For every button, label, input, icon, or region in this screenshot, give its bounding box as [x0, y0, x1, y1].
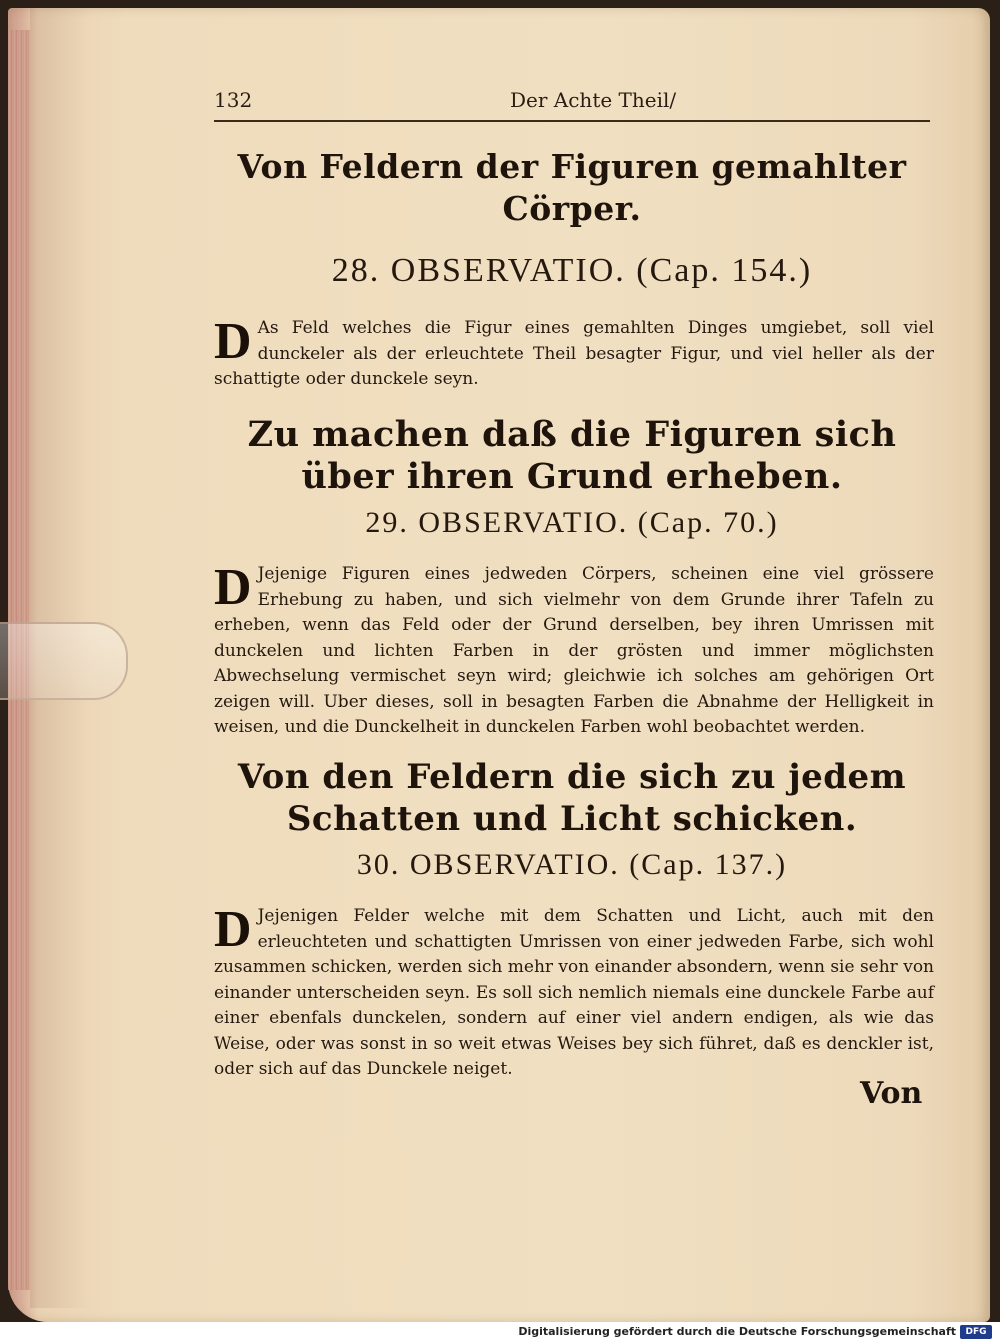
- page-number: 132: [214, 88, 253, 112]
- paragraph-text: As Feld welches die Figur eines gemahlten Dinges umgiebet, soll viel dunckeler als der erleuchtete Theil besagter Figur, und viel heller als der schattigte oder dunckele seyn.: [214, 318, 934, 389]
- catchword: Von: [860, 1076, 923, 1111]
- observatio-title: 28. OBSERVATIO. (Cap. 154.): [331, 252, 813, 289]
- drop-cap: D: [214, 559, 252, 616]
- section-heading: Zu machen daß die Figuren sich über ihren Grund erheben.: [247, 414, 897, 497]
- page-header: [214, 84, 930, 124]
- header-rule: [214, 120, 930, 122]
- page-tab-marker: [0, 622, 128, 700]
- running-head: Der Achte Theil/: [510, 88, 677, 112]
- paragraph: [214, 313, 934, 393]
- section-heading: Von den Feldern die sich zu jedem Schatten und Licht schicken.: [237, 757, 907, 839]
- paragraph: [214, 559, 934, 741]
- paragraph-text: Jejenige Figuren eines jedweden Cörpers, scheinen eine viel grössere Erhebung zu haben, und sich vielmehr von dem Grunde ihrer Tafeln zu erheben, wenn das Feld oder der Grund derselben, bey ihren Umrissen mit dunckelen und lichten Farben in der grösten und immer möglichsten Abwechselung vermischet seyn wird; gleichwie ich solches am gehörigen Ort zeigen will. Uber dieses, soll in besagten Farben die Abnahme der Helligkeit in weisen, und die Dunckelheit in dunckelen Farben wohl beobachtet werden.: [214, 564, 934, 737]
- dfg-logo-icon: DFG: [960, 1325, 992, 1339]
- paragraph-text: Jejenigen Felder welche mit dem Schatten und Licht, auch mit den erleuchteten und schattigten Umrissen von einer jedweden Farbe, sich wohl zusammen schicken, werden sich mehr von einander absondern, wenn sie sehr von einander unterscheiden seyn. Es soll sich nemlich niemals eine dunckele Farbe auf einer ebenfals dunckelen, sondern auf einer viel andern endigen, als wie das Weise, oder was sonst in so weit etwas Weises bey sich führet, daß es denckler ist, oder sich auf das Dunckele neiget.: [214, 906, 934, 1079]
- observatio-title: 30. OBSERVATIO. (Cap. 137.): [356, 848, 788, 881]
- paragraph: [214, 901, 934, 1083]
- drop-cap: D: [214, 901, 252, 958]
- observatio-title: 29. OBSERVATIO. (Cap. 70.): [365, 506, 779, 539]
- section-heading: Von Feldern der Figuren gemahlter Cörper.: [237, 147, 907, 228]
- funding-credit: Digitalisierung gefördert durch die Deutsche Forschungsgemeinschaft: [518, 1325, 956, 1338]
- digitization-footer: [0, 1322, 1000, 1342]
- drop-cap: D: [214, 313, 252, 370]
